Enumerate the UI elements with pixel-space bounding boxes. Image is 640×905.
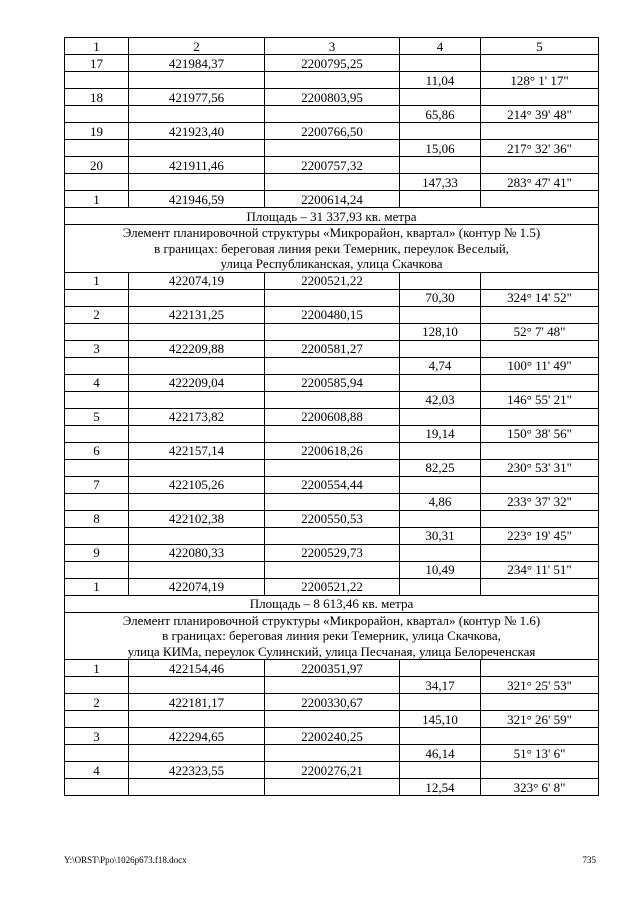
point-row bbox=[65, 476, 599, 493]
direction-angle: 230° 53' 31" bbox=[481, 459, 599, 476]
empty-cell bbox=[129, 174, 265, 191]
empty-cell bbox=[65, 711, 129, 728]
empty-cell bbox=[400, 272, 481, 289]
empty-cell bbox=[129, 745, 265, 762]
empty-cell bbox=[129, 425, 265, 442]
point-number: 9 bbox=[65, 544, 129, 561]
segment-row bbox=[65, 391, 599, 408]
section-title bbox=[65, 225, 599, 273]
segment-row bbox=[65, 106, 599, 123]
empty-cell bbox=[129, 459, 265, 476]
empty-cell bbox=[65, 72, 129, 89]
empty-cell bbox=[265, 72, 400, 89]
empty-cell bbox=[65, 459, 129, 476]
coordinate-x: 422209,04 bbox=[129, 374, 265, 391]
page-number: 735 bbox=[582, 855, 596, 865]
coordinate-x: 421984,37 bbox=[129, 55, 265, 72]
point-row bbox=[65, 123, 599, 140]
empty-cell bbox=[129, 72, 265, 89]
empty-cell bbox=[400, 89, 481, 106]
direction-angle: 52° 7' 48" bbox=[481, 323, 599, 340]
point-row bbox=[65, 340, 599, 357]
point-row bbox=[65, 272, 599, 289]
coordinate-y: 2200608,88 bbox=[265, 408, 400, 425]
point-row bbox=[65, 191, 599, 208]
empty-cell bbox=[481, 374, 599, 391]
point-number: 1 bbox=[65, 578, 129, 595]
point-number: 18 bbox=[65, 89, 129, 106]
empty-cell bbox=[400, 762, 481, 779]
direction-angle: 283° 47' 41" bbox=[481, 174, 599, 191]
empty-cell bbox=[265, 391, 400, 408]
empty-cell bbox=[65, 174, 129, 191]
coordinate-x: 422181,17 bbox=[129, 694, 265, 711]
empty-cell bbox=[400, 408, 481, 425]
area-value: Площадь – 8 613,46 кв. метра bbox=[65, 595, 599, 612]
coordinate-y: 2200803,95 bbox=[265, 89, 400, 106]
segment-row bbox=[65, 140, 599, 157]
area-row bbox=[65, 595, 599, 612]
empty-cell bbox=[400, 157, 481, 174]
coordinate-x: 421946,59 bbox=[129, 191, 265, 208]
point-row bbox=[65, 694, 599, 711]
coordinate-x: 421977,56 bbox=[129, 89, 265, 106]
segment-row bbox=[65, 779, 599, 796]
segment-length: 34,17 bbox=[400, 677, 481, 694]
empty-cell bbox=[481, 306, 599, 323]
coordinate-y: 2200585,94 bbox=[265, 374, 400, 391]
empty-cell bbox=[129, 561, 265, 578]
empty-cell bbox=[481, 157, 599, 174]
empty-cell bbox=[129, 140, 265, 157]
empty-cell bbox=[265, 140, 400, 157]
point-row bbox=[65, 510, 599, 527]
coordinate-x: 422209,88 bbox=[129, 340, 265, 357]
header-col-5: 5 bbox=[481, 38, 599, 55]
empty-cell bbox=[129, 323, 265, 340]
section-title-line: в границах: береговая линия реки Темерник, улица Скачкова, bbox=[162, 628, 501, 643]
segment-length: 15,06 bbox=[400, 140, 481, 157]
segment-length: 42,03 bbox=[400, 391, 481, 408]
direction-angle: 51° 13' 6" bbox=[481, 745, 599, 762]
empty-cell bbox=[481, 544, 599, 561]
segment-length: 19,14 bbox=[400, 425, 481, 442]
empty-cell bbox=[265, 745, 400, 762]
coordinate-y: 2200618,26 bbox=[265, 442, 400, 459]
coordinate-y: 2200480,15 bbox=[265, 306, 400, 323]
empty-cell bbox=[481, 762, 599, 779]
coordinate-y: 2200581,27 bbox=[265, 340, 400, 357]
point-row bbox=[65, 578, 599, 595]
empty-cell bbox=[481, 578, 599, 595]
empty-cell bbox=[481, 340, 599, 357]
empty-cell bbox=[481, 660, 599, 677]
segment-length: 4,74 bbox=[400, 357, 481, 374]
point-number: 4 bbox=[65, 762, 129, 779]
point-row bbox=[65, 728, 599, 745]
coordinate-y: 2200529,73 bbox=[265, 544, 400, 561]
coordinate-x: 422173,82 bbox=[129, 408, 265, 425]
direction-angle: 233° 37' 32" bbox=[481, 493, 599, 510]
coordinates-table-body bbox=[65, 38, 599, 796]
header-row bbox=[65, 38, 599, 55]
point-number: 4 bbox=[65, 374, 129, 391]
point-row bbox=[65, 89, 599, 106]
empty-cell bbox=[129, 391, 265, 408]
empty-cell bbox=[400, 694, 481, 711]
coordinates-table bbox=[64, 37, 599, 796]
empty-cell bbox=[481, 694, 599, 711]
point-number: 7 bbox=[65, 476, 129, 493]
point-number: 5 bbox=[65, 408, 129, 425]
segment-row bbox=[65, 174, 599, 191]
empty-cell bbox=[481, 442, 599, 459]
empty-cell bbox=[265, 527, 400, 544]
direction-angle: 234° 11' 51" bbox=[481, 561, 599, 578]
empty-cell bbox=[65, 323, 129, 340]
coordinate-x: 422080,33 bbox=[129, 544, 265, 561]
direction-angle: 323° 6' 8" bbox=[481, 779, 599, 796]
section-title bbox=[65, 612, 599, 660]
coordinate-y: 2200276,21 bbox=[265, 762, 400, 779]
segment-row bbox=[65, 357, 599, 374]
coordinate-y: 2200757,32 bbox=[265, 157, 400, 174]
empty-cell bbox=[400, 191, 481, 208]
direction-angle: 214° 39' 48" bbox=[481, 106, 599, 123]
header-col-1: 1 bbox=[65, 38, 129, 55]
empty-cell bbox=[129, 289, 265, 306]
empty-cell bbox=[400, 544, 481, 561]
coordinate-x: 422131,25 bbox=[129, 306, 265, 323]
direction-angle: 321° 26' 59" bbox=[481, 711, 599, 728]
file-path: Y:\ORST\Ppo\1026p673.f18.docx bbox=[64, 855, 187, 865]
segment-length: 46,14 bbox=[400, 745, 481, 762]
coordinate-y: 2200351,97 bbox=[265, 660, 400, 677]
empty-cell bbox=[265, 425, 400, 442]
empty-cell bbox=[129, 779, 265, 796]
empty-cell bbox=[65, 677, 129, 694]
empty-cell bbox=[265, 289, 400, 306]
coordinate-y: 2200550,53 bbox=[265, 510, 400, 527]
coordinate-x: 422102,38 bbox=[129, 510, 265, 527]
empty-cell bbox=[481, 728, 599, 745]
empty-cell bbox=[65, 779, 129, 796]
coordinate-x: 422294,65 bbox=[129, 728, 265, 745]
empty-cell bbox=[265, 174, 400, 191]
section-title-row bbox=[65, 225, 599, 273]
segment-row bbox=[65, 561, 599, 578]
coordinate-x: 422074,19 bbox=[129, 272, 265, 289]
section-title-row bbox=[65, 612, 599, 660]
empty-cell bbox=[400, 340, 481, 357]
direction-angle: 150° 38' 56" bbox=[481, 425, 599, 442]
empty-cell bbox=[65, 493, 129, 510]
direction-angle: 217° 32' 36" bbox=[481, 140, 599, 157]
section-title-line: улица КИМа, переулок Сулинский, улица Песчаная, улица Белореченская bbox=[127, 643, 536, 659]
empty-cell bbox=[400, 728, 481, 745]
empty-cell bbox=[481, 272, 599, 289]
empty-cell bbox=[65, 745, 129, 762]
empty-cell bbox=[481, 510, 599, 527]
direction-angle: 321° 25' 53" bbox=[481, 677, 599, 694]
empty-cell bbox=[400, 476, 481, 493]
empty-cell bbox=[265, 459, 400, 476]
empty-cell bbox=[265, 779, 400, 796]
empty-cell bbox=[481, 408, 599, 425]
point-number: 6 bbox=[65, 442, 129, 459]
coordinate-y: 2200521,22 bbox=[265, 272, 400, 289]
empty-cell bbox=[400, 442, 481, 459]
segment-row bbox=[65, 677, 599, 694]
segment-length: 147,33 bbox=[400, 174, 481, 191]
point-number: 19 bbox=[65, 123, 129, 140]
segment-row bbox=[65, 745, 599, 762]
segment-length: 145,10 bbox=[400, 711, 481, 728]
empty-cell bbox=[481, 191, 599, 208]
empty-cell bbox=[400, 123, 481, 140]
coordinate-y: 2200795,25 bbox=[265, 55, 400, 72]
segment-row bbox=[65, 289, 599, 306]
segment-row bbox=[65, 493, 599, 510]
empty-cell bbox=[265, 711, 400, 728]
empty-cell bbox=[400, 55, 481, 72]
empty-cell bbox=[400, 510, 481, 527]
empty-cell bbox=[265, 677, 400, 694]
header-col-3: 3 bbox=[265, 38, 400, 55]
empty-cell bbox=[481, 476, 599, 493]
coordinate-x: 422074,19 bbox=[129, 578, 265, 595]
segment-length: 65,86 bbox=[400, 106, 481, 123]
empty-cell bbox=[65, 140, 129, 157]
point-number: 1 bbox=[65, 272, 129, 289]
point-number: 20 bbox=[65, 157, 129, 174]
empty-cell bbox=[481, 89, 599, 106]
point-number: 1 bbox=[65, 660, 129, 677]
empty-cell bbox=[400, 374, 481, 391]
coordinate-x: 422323,55 bbox=[129, 762, 265, 779]
coordinate-y: 2200614,24 bbox=[265, 191, 400, 208]
segment-length: 11,04 bbox=[400, 72, 481, 89]
segment-length: 12,54 bbox=[400, 779, 481, 796]
segment-row bbox=[65, 527, 599, 544]
point-number: 17 bbox=[65, 55, 129, 72]
point-row bbox=[65, 157, 599, 174]
empty-cell bbox=[400, 306, 481, 323]
point-row bbox=[65, 374, 599, 391]
coordinate-x: 422157,14 bbox=[129, 442, 265, 459]
coordinate-y: 2200766,50 bbox=[265, 123, 400, 140]
empty-cell bbox=[265, 561, 400, 578]
segment-length: 30,31 bbox=[400, 527, 481, 544]
coordinate-x: 422154,46 bbox=[129, 660, 265, 677]
coordinate-x: 421911,46 bbox=[129, 157, 265, 174]
direction-angle: 100° 11' 49" bbox=[481, 357, 599, 374]
direction-angle: 146° 55' 21" bbox=[481, 391, 599, 408]
empty-cell bbox=[265, 106, 400, 123]
direction-angle: 324° 14' 52" bbox=[481, 289, 599, 306]
point-number: 3 bbox=[65, 340, 129, 357]
segment-length: 70,30 bbox=[400, 289, 481, 306]
point-number: 2 bbox=[65, 694, 129, 711]
empty-cell bbox=[129, 711, 265, 728]
empty-cell bbox=[265, 357, 400, 374]
point-number: 3 bbox=[65, 728, 129, 745]
point-row bbox=[65, 306, 599, 323]
coordinate-x: 421923,40 bbox=[129, 123, 265, 140]
direction-angle: 128° 1' 17" bbox=[481, 72, 599, 89]
area-value: Площадь – 31 337,93 кв. метра bbox=[65, 208, 599, 225]
segment-row bbox=[65, 425, 599, 442]
segment-row bbox=[65, 323, 599, 340]
segment-row bbox=[65, 72, 599, 89]
empty-cell bbox=[129, 677, 265, 694]
empty-cell bbox=[65, 357, 129, 374]
segment-length: 10,49 bbox=[400, 561, 481, 578]
point-row bbox=[65, 408, 599, 425]
empty-cell bbox=[129, 527, 265, 544]
empty-cell bbox=[129, 357, 265, 374]
point-row bbox=[65, 762, 599, 779]
point-number: 1 bbox=[65, 191, 129, 208]
coordinate-y: 2200554,44 bbox=[265, 476, 400, 493]
coordinate-y: 2200330,67 bbox=[265, 694, 400, 711]
point-row bbox=[65, 544, 599, 561]
coordinate-y: 2200240,25 bbox=[265, 728, 400, 745]
empty-cell bbox=[481, 123, 599, 140]
section-title-line: улица Республиканская, улица Скачкова bbox=[220, 256, 443, 271]
empty-cell bbox=[65, 425, 129, 442]
empty-cell bbox=[400, 578, 481, 595]
empty-cell bbox=[65, 527, 129, 544]
point-row bbox=[65, 55, 599, 72]
section-title-line: Элемент планировочной структуры «Микрорайон, квартал» (контур № 1.6) bbox=[122, 612, 541, 628]
section-title-line: в границах: береговая линия реки Темерник, переулок Веселый, bbox=[154, 240, 509, 256]
empty-cell bbox=[400, 660, 481, 677]
direction-angle: 223° 19' 45" bbox=[481, 527, 599, 544]
area-row bbox=[65, 208, 599, 225]
segment-length: 82,25 bbox=[400, 459, 481, 476]
segment-length: 4,86 bbox=[400, 493, 481, 510]
point-number: 2 bbox=[65, 306, 129, 323]
point-row bbox=[65, 442, 599, 459]
empty-cell bbox=[129, 106, 265, 123]
section-title-line: Элемент планировочной структуры «Микрорайон, квартал» (контур № 1.5) bbox=[122, 225, 541, 240]
point-row bbox=[65, 660, 599, 677]
segment-row bbox=[65, 711, 599, 728]
empty-cell bbox=[65, 561, 129, 578]
empty-cell bbox=[265, 493, 400, 510]
empty-cell bbox=[65, 289, 129, 306]
segment-row bbox=[65, 459, 599, 476]
empty-cell bbox=[265, 323, 400, 340]
empty-cell bbox=[129, 493, 265, 510]
coordinate-y: 2200521,22 bbox=[265, 578, 400, 595]
header-col-2: 2 bbox=[129, 38, 265, 55]
point-number: 8 bbox=[65, 510, 129, 527]
coordinate-x: 422105,26 bbox=[129, 476, 265, 493]
empty-cell bbox=[481, 55, 599, 72]
empty-cell bbox=[65, 106, 129, 123]
header-col-4: 4 bbox=[400, 38, 481, 55]
segment-length: 128,10 bbox=[400, 323, 481, 340]
empty-cell bbox=[65, 391, 129, 408]
